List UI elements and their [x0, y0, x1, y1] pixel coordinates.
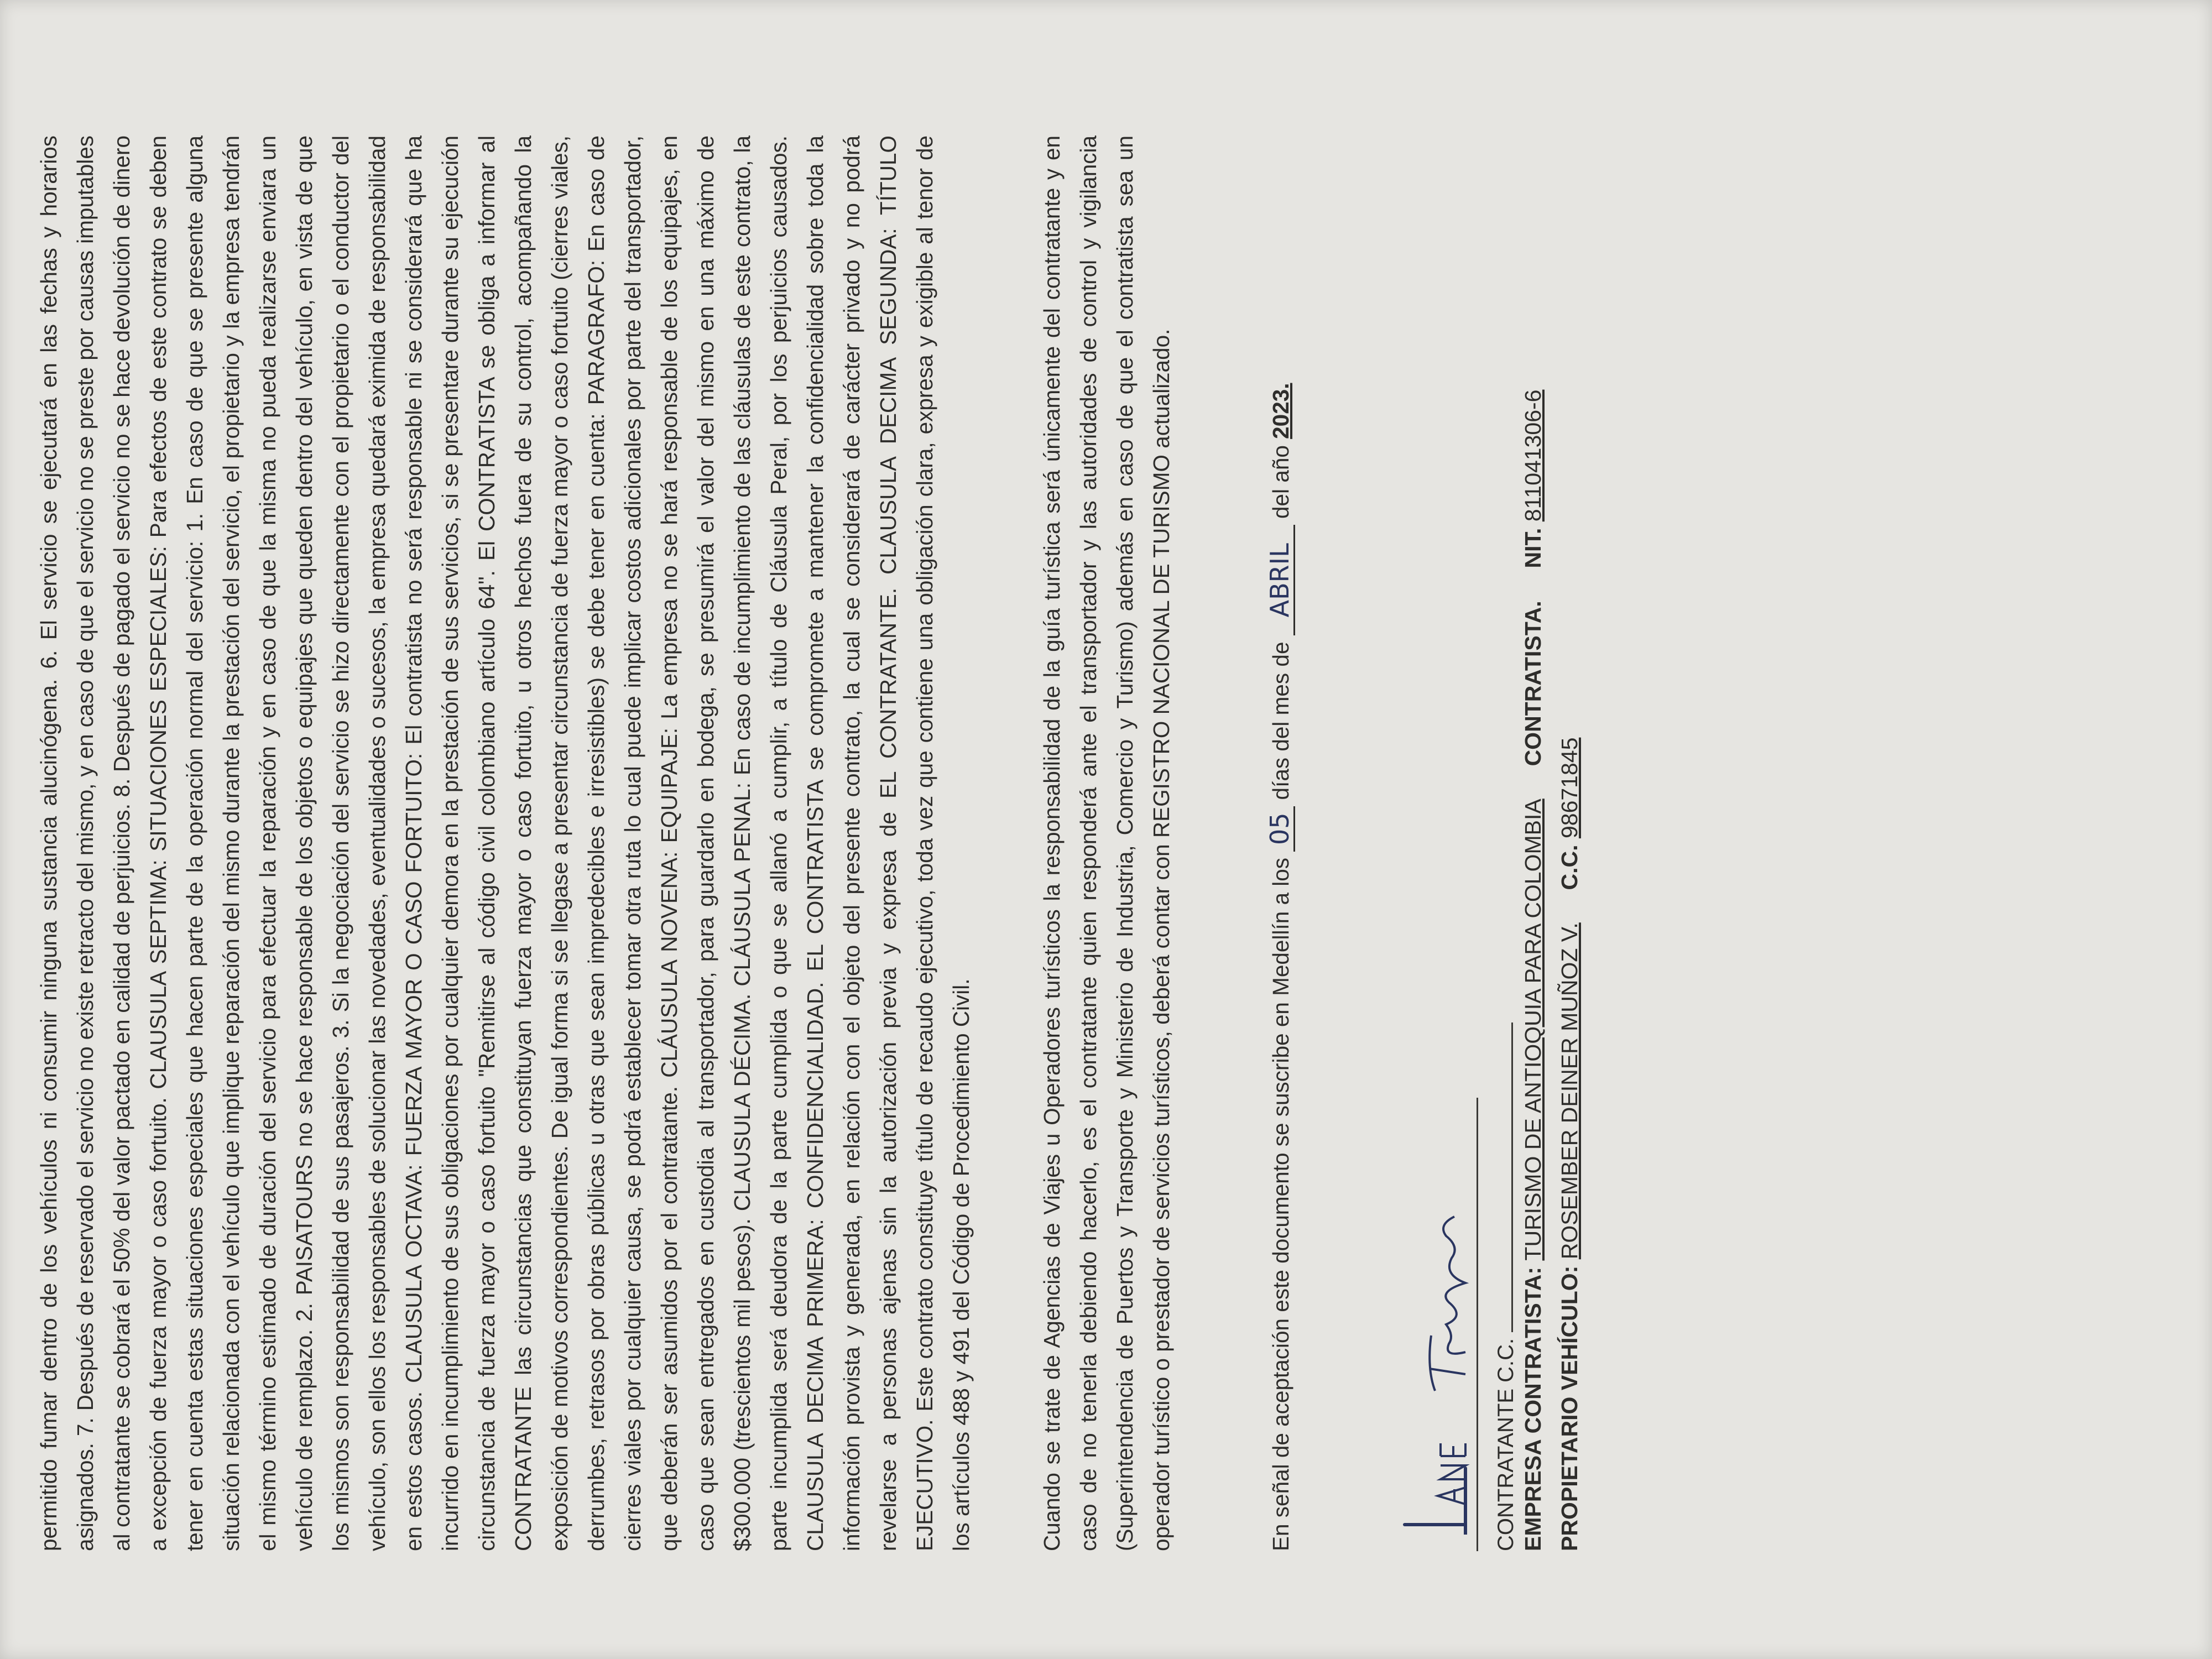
owner-cc-label: C.C. [1557, 844, 1582, 890]
handwritten-signature [1383, 1059, 1471, 1535]
nit-label: NIT. [1520, 528, 1546, 568]
acceptance-line [1262, 135, 1299, 1551]
signature-block [1383, 1053, 1559, 1551]
contratante-cc-field [1511, 1022, 1513, 1332]
signature-line [1477, 1098, 1478, 1551]
owner-name: ROSEMBER DEINER MUÑOZ V. [1557, 922, 1582, 1260]
day-field: 05 [1266, 806, 1295, 852]
responsibility-paragraph: Cuando se trate de Agencias de Viajes u Operadores turísticos la responsabilidad de la guía turística será únicamente del contratante y en caso de no tenerla debiendo hacerlo, es el contratante quien responderá ante el transportador y las autoridades de control y vigilancia (Superintendencia de Puertos y Transporte y Ministerio de Industria, Comercio y Turismo) además en caso de que el contratista sea un operador turístico o prestador de servicios turísticos, deberá contar con REGISTRO NACIONAL DE TURISMO actualizado. [1039, 135, 1174, 1551]
owner-label: PROPIETARIO VEHÍCULO: [1557, 1265, 1582, 1551]
company-name: TURISMO DE ANTIOQUIA PARA COLOMBIA [1520, 799, 1546, 1261]
contratante-row [1488, 1053, 1526, 1551]
company-label: EMPRESA CONTRATISTA: [1520, 1266, 1546, 1551]
acceptance-middle: días del mes de [1268, 641, 1293, 800]
nit-value: 811041306-6 [1520, 389, 1546, 522]
year-value: 2023. [1268, 383, 1293, 439]
contratante-cc-label: CONTRATANTE C.C. [1494, 1338, 1518, 1551]
contract-clauses-paragraph: permitido fumar dentro de los vehículos ni consumir ninguna sustancia alucinógena. 6. El servicio se ejecutará en las fechas y horarios asignados. 7. Después de reservado el servicio no existe retracto del mismo, y en caso de que el servicio no se preste por causas imputables al contratante se cobrará el 50% del valor pactado en calidad de perjuicios. 8. Después de pagado el servicio no se hace devolución de dinero a excepción de fuerza mayor o caso fortuito. CLAUSULA SEPTIMA: SITUACIONES ESPECIALES: Para efectos de este contrato se deben tener en cuenta estas situaciones especiales que hacen parte de la operación normal del servicio: 1. En caso de que se presente alguna situación relacionada con el vehículo que implique reparación del mismo durante la prestación del servicio, el propietario y la empresa tendrán el mismo término estimado de duración del servicio para efectuar la reparación y en caso de que la misma no pueda realizarse enviara un vehículo de remplazo. 2. PAISATOURS no se hace responsable de los objetos o equipajes que queden dentro del vehículo, en vista de que los mismos son responsabilidad de sus pasajeros. 3. Si la negociación del servicio se hizo directamente con el propietario o el conductor del vehículo, son ellos los responsables de solucionar las novedades, eventualidades o sucesos, la empresa quedará eximida de responsabilidad en estos casos. CLAUSULA OCTAVA: FUERZA MAYOR O CASO FORTUITO: El contratista no será responsable ni se considerará que ha incurrido en incumplimiento de sus obligaciones por cualquier demora en la prestación de sus servicios, si se presentare durante su ejecución circunstancia de fuerza mayor o caso fortuito "Remitirse al código civil colombiano artículo 64". El CONTRATISTA se obliga a informar al CONTRATANTE las circunstancias que constituyan fuerza mayor o caso fortuito, u otros hechos fuera de su control, acompañando la exposición de motivos correspondientes. De igual forma si se llegase a presentar circunstancia de fuerza mayor o caso fortuito (cierres viales, derrumbes, retrasos por obras públicas u otras que sean impredecibles e irresistibles) se debe tener en cuenta: PARAGRAFO: En caso de cierres viales por cualquier causa, se podrá establecer tomar otra ruta lo cual puede implicar costos adicionales por parte del transportador, que deberán ser asumidos por el contratante. CLÁUSULA NOVENA: EQUIPAJE: La empresa no se hará responsable de los equipajes, en caso que sean entregados en custodia al transportador, para guardarlo en bodega, se presumirá el valor del mismo en una máximo de $300.000 (trescientos mil pesos). CLAUSULA DÉCIMA. CLÁUSULA PENAL: En caso de incumplimiento de las cláusulas de este contrato, la parte incumplida será deudora de la parte cumplida o que se allanó a cumplir, a título de Cláusula Peral, por los perjuicios causados. CLAUSULA DECIMA PRIMERA: CONFIDENCIALIDAD. EL CONTRATISTA se compromete a mantener la confidencialidad sobre toda la información provista y generada, en relación con el objeto del presente contrato, la cual se considerará de carácter privado y no podrá revelarse a personas ajenas sin la autorización previa y expresa de EL CONTRATANTE. CLAUSULA DECIMA SEGUNDA: TÍTULO EJECUTIVO. Este contrato constituye título de recaudo ejecutivo, toda vez que contiene una obligación clara, expresa y exigible al tenor de los artículos 488 y 491 del Código de Procedimiento Civil. [36, 135, 974, 1551]
document-body [30, 135, 1588, 1551]
contractor-label: CONTRATISTA. [1520, 601, 1546, 766]
owner-cc-value: 98671845 [1557, 737, 1582, 839]
acceptance-year-prefix: del año [1268, 445, 1293, 519]
acceptance-prefix: En señal de aceptación este documento se suscribe en Medellín a los [1268, 857, 1293, 1551]
month-field: ABRIL [1266, 525, 1295, 635]
